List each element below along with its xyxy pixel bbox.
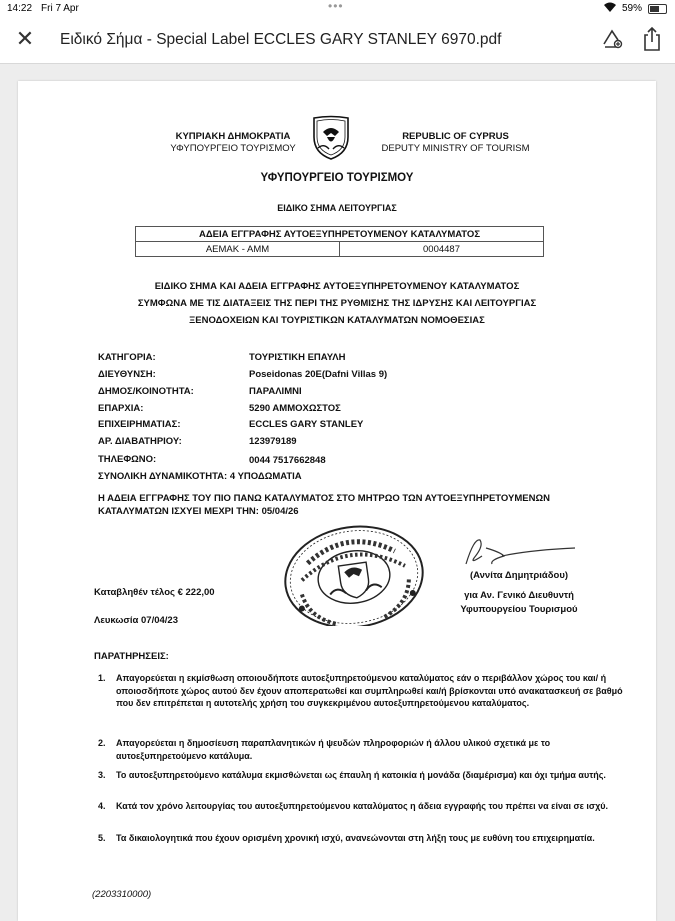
- field-value-phone: 0044 7517662848: [249, 455, 326, 466]
- registration-table: [135, 226, 544, 257]
- header-left-line-2: ΥΦΥΠΟΥΡΓΕΙΟ ΤΟΥΡΙΣΜΟΥ: [170, 143, 296, 154]
- license-heading-line-3: ΞΕΝΟΔΟΧΕΙΩΝ ΚΑΙ ΤΟΥΡΙΣΤΙΚΩΝ ΚΑΤΑΛΥΜΑΤΩΝ ΝΟΜΟΘΕΣΙΑΣ: [189, 315, 485, 326]
- document-title: Ειδικό Σήμα - Special Label ECCLES GARY STANLEY 6970.pdf: [60, 31, 502, 48]
- license-heading: [18, 278, 656, 329]
- viewer-toolbar: [0, 17, 675, 64]
- license-heading-line-2: ΣΥΜΦΩΝΑ ΜΕ ΤΙΣ ΔΙΑΤΑΞΕΙΣ ΤΗΣ ΠΕΡΙ ΤΗΣ ΡΥΘΜΙΣΗΣ ΤΗΣ ΙΔΡΥΣΗΣ ΚΑΙ ΛΕΙΤΟΥΡΓΙΑΣ: [137, 298, 537, 309]
- field-label-district: ΕΠΑΡΧΙΑ:: [98, 403, 144, 414]
- validity-line-1: Η ΑΔΕΙΑ ΕΓΓΡΑΦΗΣ ΤΟΥ ΠΙΟ ΠΑΝΩ ΚΑΤΑΛΥΜΑΤΟΣ ΣΤΟ ΜΗΤΡΩΟ ΤΩΝ ΑΥΤΟΕΞΥΠΗΡΕΤΟΥΜΕΝΩΝ: [98, 493, 550, 504]
- field-value-address: Poseidonas 20E(Dafni Villas 9): [249, 369, 388, 380]
- signatory-block: [444, 569, 594, 617]
- registration-code-type: ΑΕΜΑΚ - ΑΜΜ: [136, 242, 340, 257]
- header-right: [368, 131, 543, 155]
- status-time: 14:22: [7, 3, 33, 14]
- place-date: Λευκωσία 07/04/23: [94, 615, 178, 626]
- document-subtitle: ΕΙΔΙΚΟ ΣΗΜΑ ΛΕΙΤΟΥΡΓΙΑΣ: [277, 203, 397, 213]
- field-value-district: 5290 ΑΜΜΟΧΩΣΤΟΣ: [249, 403, 341, 414]
- signatory-role: για Αν. Γενικό Διευθυντή: [464, 590, 574, 601]
- signatory-name: (Αννίτα Δημητριάδου): [469, 570, 569, 581]
- remark-number: 5.: [98, 833, 106, 843]
- field-value-category: ΤΟΥΡΙΣΤΙΚΗ ΕΠΑΥΛΗ: [249, 352, 346, 363]
- field-label-category: ΚΑΤΗΓΟΡΙΑ:: [98, 352, 156, 363]
- remark-item: [98, 832, 636, 845]
- remark-item: [98, 737, 636, 762]
- field-value-passport: 123979189: [249, 436, 297, 447]
- remark-text: Κατά τον χρόνο λειτουργίας του αυτοεξυπηρετούμενου καταλύματος η άδεια εγγραφής του πρέπει να είναι σε ισχύ.: [116, 801, 608, 811]
- field-label-address: ΔΙΕΥΘΥΝΣΗ:: [98, 369, 156, 380]
- footer-code: (2203310000): [92, 889, 152, 900]
- remark-number: 1.: [98, 673, 106, 683]
- fee-paid: Καταβληθέν τέλος € 222,00: [94, 587, 215, 598]
- remark-text: Το αυτοεξυπηρετούμενο κατάλυμα εκμισθώνεται ως έπαυλη ή κατοικία ή μονάδα (διαμέρισμα) και όχι τμήμα αυτής.: [116, 770, 606, 780]
- close-icon[interactable]: ✕: [15, 26, 35, 51]
- field-label-business-owner: ΕΠΙΧΕΙΡΗΜΑΤΙΑΣ:: [98, 419, 181, 430]
- field-label-passport: ΑΡ. ΔΙΑΒΑΤΗΡΙΟΥ:: [98, 436, 182, 447]
- header-left-line-1: ΚΥΠΡΙΑΚΗ ΔΗΜΟΚΡΑΤΙΑ: [175, 131, 291, 142]
- pdf-page[interactable]: [18, 81, 656, 921]
- field-label-phone: ΤΗΛΕΦΩΝΟ:: [98, 454, 157, 465]
- remark-text: Τα δικαιολογητικά που έχουν ορισμένη χρονική ισχύ, ανανεώνονται στη λήξη τους με ευθύνη του επιχειρηματία.: [116, 833, 595, 843]
- remark-item: [98, 672, 636, 710]
- status-date: Fri 7 Apr: [41, 3, 79, 14]
- registration-number: 0004487: [340, 242, 544, 257]
- battery-percent: 59%: [622, 3, 643, 14]
- share-icon[interactable]: [641, 26, 663, 52]
- signature: [460, 534, 580, 572]
- coat-of-arms-icon: [310, 115, 352, 161]
- signatory-ministry: Υφυπουργείου Τουρισμού: [460, 604, 578, 615]
- remarks-title: ΠΑΡΑΤΗΡΗΣΕΙΣ:: [94, 651, 169, 662]
- status-bar: [0, 0, 675, 17]
- validity-statement: [98, 492, 550, 518]
- remark-item: [98, 769, 636, 782]
- registration-table-caption: ΑΔΕΙΑ ΕΓΓΡΑΦΗΣ ΑΥΤΟΕΞΥΠΗΡΕΤΟΥΜΕΝΟΥ ΚΑΤΑΛΥΜΑΤΟΣ: [136, 227, 544, 242]
- battery-icon: [648, 4, 667, 14]
- header-right-line-1: REPUBLIC OF CYPRUS: [402, 131, 509, 142]
- remark-text: Απαγορεύεται η δημοσίευση παραπλανητικών ή ψευδών πληροφοριών ή άλλου υλικού σχετικά με το αυτοεξυπηρετούμενο κατάλυμα.: [116, 738, 551, 761]
- multitasking-dots-icon[interactable]: •••: [328, 0, 344, 13]
- field-value-business-owner: ECCLES GARY STANLEY: [249, 419, 364, 430]
- remark-text: Απαγορεύεται η εκμίσθωση οποιουδήποτε αυτοεξυπηρετούμενου καταλύματος εάν ο περιβάλλον χώρος του και/ ή οποιοσδήποτε χώρος αυτού δεν έχουν αποπερατωθεί και συμπληρωθεί και/ή βρίσκονται υπό ανακατασκευή σε βαθμό που δεν επιτρέπεται η αυτοτελής χρήση του συγκεκριμένου αυτοεξυπηρετούμενου καταλύματος.: [116, 673, 623, 708]
- official-stamp: [280, 521, 428, 626]
- capacity: ΣΥΝΟΛΙΚΗ ΔΥΝΑΜΙΚΟΤΗΤΑ: 4 ΥΠΟΔΩΜΑΤΙΑ: [98, 471, 302, 482]
- header-left: [148, 131, 318, 155]
- field-label-municipality: ΔΗΜΟΣ/ΚΟΙΝΟΤΗΤΑ:: [98, 386, 194, 397]
- remark-number: 4.: [98, 801, 106, 811]
- remark-number: 3.: [98, 770, 106, 780]
- field-value-municipality: ΠΑΡΑΛΙΜΝΙ: [249, 386, 302, 397]
- remark-item: [98, 800, 636, 813]
- remark-number: 2.: [98, 738, 106, 748]
- validity-line-2: ΚΑΤΑΛΥΜΑΤΩΝ ΙΣΧΥΕΙ ΜΕΧΡΙ ΤΗΝ: 05/04/26: [98, 506, 299, 517]
- wifi-icon: [603, 1, 617, 16]
- ministry-title: ΥΦΥΠΟΥΡΓΕΙΟ ΤΟΥΡΙΣΜΟΥ: [260, 172, 414, 184]
- header-right-line-2: DEPUTY MINISTRY OF TOURISM: [381, 143, 530, 154]
- license-heading-line-1: ΕΙΔΙΚΟ ΣΗΜΑ ΚΑΙ ΑΔΕΙΑ ΕΓΓΡΑΦΗΣ ΑΥΤΟΕΞΥΠΗΡΕΤΟΥΜΕΝΟΥ ΚΑΤΑΛΥΜΑΤΟΣ: [154, 281, 520, 292]
- markup-icon[interactable]: [600, 27, 624, 51]
